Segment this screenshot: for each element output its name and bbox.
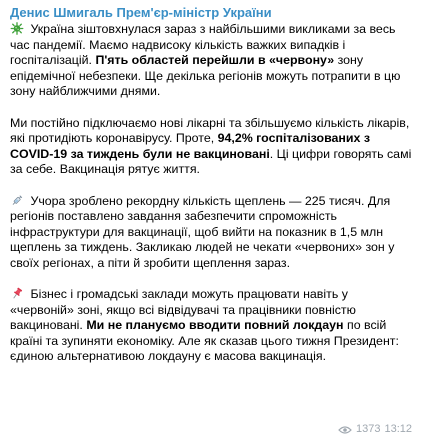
message-paragraph-1 [10,22,414,100]
message-time: 13:12 [384,423,412,436]
message-paragraph-3 [10,194,414,272]
virus-icon [10,22,24,35]
p4-text-1: Бізнес і громадські заклади можуть працювати навіть у «червоній» зоні, якщо всі відвідувачі та працівники повністю вакциновані. [10,287,356,333]
message-paragraph-2 [10,116,414,178]
p1-text-1: Україна зіштовхнулася зараз з найбільшими викликами за весь час пандемії. Маємо надвисоку кількість важких випадків і госпіталізацій. [10,22,396,68]
p3-text-1: Учора зроблено рекордну кількість щеплень — 225 тисяч. Для регіонів поставлено завдання забезпечити спроможність інфраструктури для вакцинації, щоб вийти на показник в 1,5 млн щеплень за тиждень. Закликаю людей не чекати «червоних» зон у своїх регіонах, а піти й зробити щеплення зараз. [10,193,395,270]
channel-author-name[interactable]: Денис Шмигаль Прем'єр-міністр України [10,5,272,20]
pushpin-icon [10,287,24,300]
p2-bold-1: 94,2% госпіталізованих з COVID-19 за тиждень були не вакциновані [10,131,371,161]
p2-text-2: . Ці цифри говорять самі за себе. Вакцинація рятує життя. [10,146,412,177]
p4-bold-1: Ми не плануємо вводити повний локдаун [86,318,347,333]
paragraph-gap [10,272,414,288]
eye-icon [338,425,352,435]
message-meta [338,422,412,438]
paragraph-gap [10,100,414,116]
message-paragraph-4 [10,287,414,365]
p1-text-2: зону епідемічної небезпеки. Ще декілька регіонів можуть потрапити в цю зону найближчими днями. [10,53,401,99]
paragraph-gap [10,178,414,194]
p1-bold-1: П'ять областей перейшли в «червону» [95,53,338,68]
p2-text-1: Ми постійно підключаємо нові лікарні та збільшуємо кількість лікарів, які протидіють коронавірусу. Проте, [10,115,410,146]
syringe-icon [10,194,24,207]
view-count: 1373 [355,423,381,436]
p4-text-2: по всій країні та зупиняти економіку. Але як сказав цього тижня Президент: єдиною альтернативою локдауну є масова вакцинація. [10,318,399,364]
